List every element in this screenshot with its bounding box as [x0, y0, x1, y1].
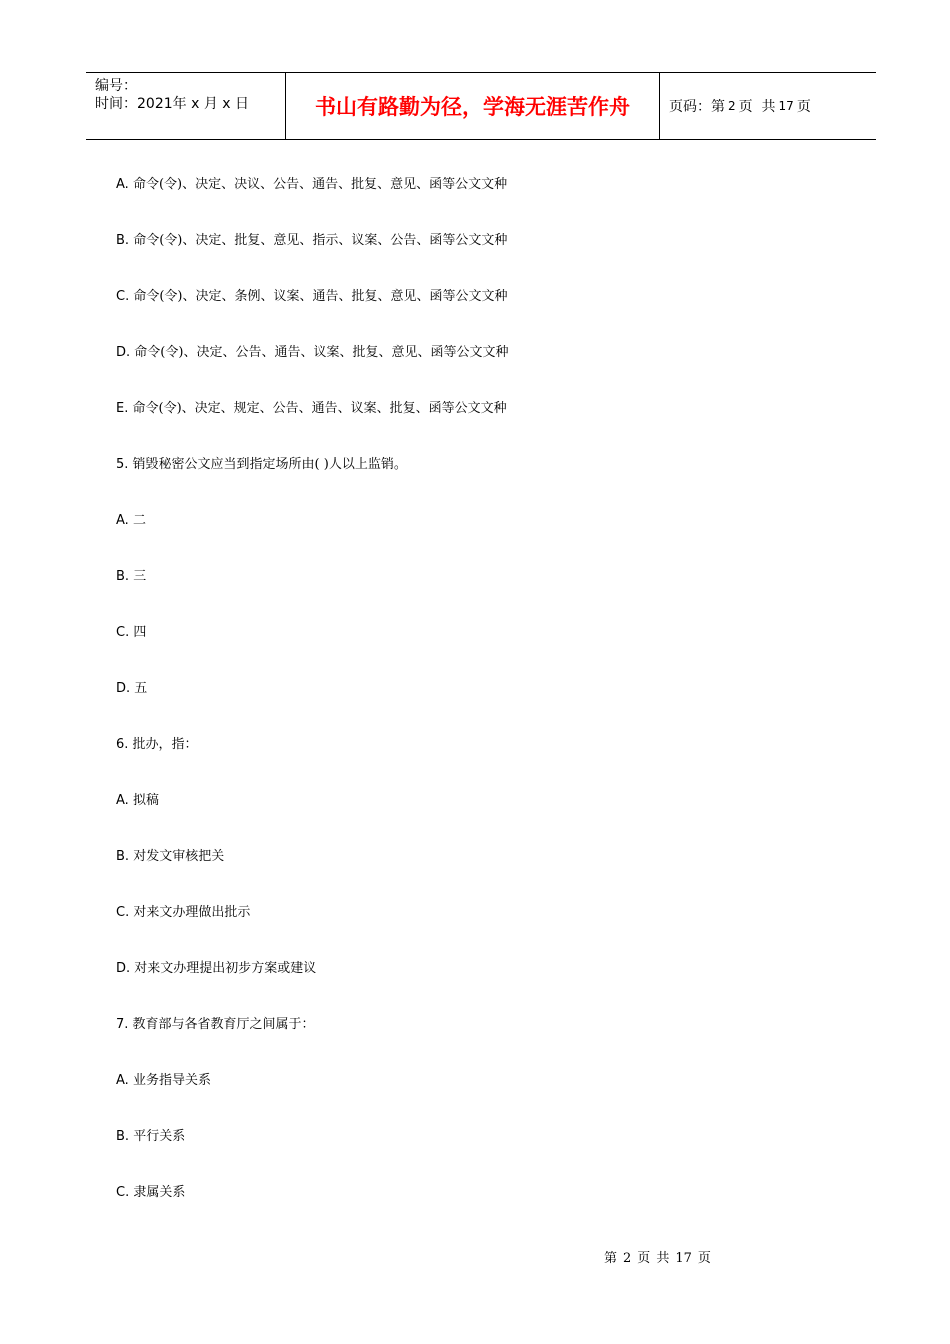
option-line: [116, 624, 816, 680]
option-label: B.: [116, 233, 130, 248]
footer-end: 页: [697, 1251, 711, 1266]
page-mid: 页 共: [738, 99, 776, 115]
option-text: 命令(令)、决定、规定、公告、通告、议案、批复、函等公文文种: [132, 401, 507, 416]
question-content: [116, 176, 816, 1240]
time-month-suffix: 月: [203, 96, 218, 112]
option-text: 拟稿: [132, 793, 159, 808]
option-text: 业务指导关系: [132, 1073, 211, 1088]
option-text: 二: [132, 513, 146, 528]
page-footer: [604, 1247, 717, 1266]
option-line: [116, 512, 816, 568]
option-text: 平行关系: [133, 1129, 186, 1144]
option-line: [116, 176, 816, 232]
option-text: 对来文办理做出批示: [133, 905, 251, 920]
option-label: D.: [116, 961, 131, 976]
option-text: 三: [133, 569, 147, 584]
option-line: [116, 792, 816, 848]
header-page-info: [660, 73, 876, 139]
option-text: 对来文办理提出初步方案或建议: [134, 961, 317, 976]
option-label: E.: [116, 401, 129, 416]
question-number: 7.: [116, 1017, 129, 1032]
page-label: 页码：第: [669, 99, 725, 115]
option-text: 五: [134, 681, 148, 696]
option-label: C.: [116, 625, 130, 640]
question-line: [116, 1016, 816, 1072]
option-label: C.: [116, 905, 130, 920]
time-day: x: [222, 96, 231, 112]
option-label: A.: [116, 177, 129, 192]
question-number: 5.: [116, 457, 129, 472]
option-text: 隶属关系: [133, 1185, 186, 1200]
time-field: [95, 95, 249, 113]
option-line: [116, 568, 816, 624]
option-line: [116, 680, 816, 736]
option-line: [116, 1184, 816, 1240]
page-total: 17: [778, 99, 794, 113]
option-label: D.: [116, 681, 131, 696]
serial-number-label: 编号：: [95, 78, 137, 94]
option-label: A.: [116, 793, 129, 808]
question-text: 销毁秘密公文应当到指定场所由( )人以上监销。: [132, 457, 407, 472]
option-line: [116, 960, 816, 1016]
question-text: 批办，指：: [132, 737, 198, 752]
footer-total-pages: 17: [675, 1251, 692, 1266]
header-meta-cell: [86, 73, 286, 139]
option-line: [116, 1128, 816, 1184]
question-text: 教育部与各省教育厅之间属于：: [132, 1017, 315, 1032]
option-label: C.: [116, 1185, 130, 1200]
footer-pre: 第: [604, 1251, 618, 1266]
option-text: 命令(令)、决定、条例、议案、通告、批复、意见、函等公文文种: [133, 289, 508, 304]
option-line: [116, 848, 816, 904]
time-day-suffix: 日: [235, 96, 250, 112]
option-label: A.: [116, 1073, 129, 1088]
option-label: D.: [116, 345, 131, 360]
footer-current-page: 2: [623, 1251, 632, 1266]
header-motto: 书山有路勤为径，学海无涯苦作舟: [286, 73, 660, 139]
time-month: x: [191, 96, 200, 112]
option-text: 四: [133, 625, 147, 640]
option-label: B.: [116, 569, 130, 584]
option-text: 命令(令)、决定、决议、公告、通告、批复、意见、函等公文文种: [132, 177, 508, 192]
page-current: 2: [728, 99, 736, 113]
option-label: B.: [116, 1129, 130, 1144]
document-header: [86, 72, 876, 140]
option-label: B.: [116, 849, 130, 864]
option-label: C.: [116, 289, 130, 304]
time-year-suffix: 年: [172, 96, 187, 112]
option-line: [116, 344, 816, 400]
time-year: 2021: [137, 96, 173, 112]
footer-total-word: 共: [656, 1251, 670, 1266]
question-line: [116, 736, 816, 792]
option-line: [116, 232, 816, 288]
question-number: 6.: [116, 737, 129, 752]
time-label: 时间：: [95, 96, 137, 112]
option-label: A.: [116, 513, 129, 528]
option-text: 命令(令)、决定、公告、通告、议案、批复、意见、函等公文文种: [134, 345, 509, 360]
option-line: [116, 288, 816, 344]
footer-page-word: 页: [637, 1251, 651, 1266]
option-line: [116, 400, 816, 456]
option-text: 对发文审核把关: [133, 849, 225, 864]
option-text: 命令(令)、决定、批复、意见、指示、议案、公告、函等公文文种: [133, 233, 508, 248]
option-line: [116, 904, 816, 960]
option-line: [116, 1072, 816, 1128]
question-line: [116, 456, 816, 512]
page-end: 页: [796, 99, 811, 115]
